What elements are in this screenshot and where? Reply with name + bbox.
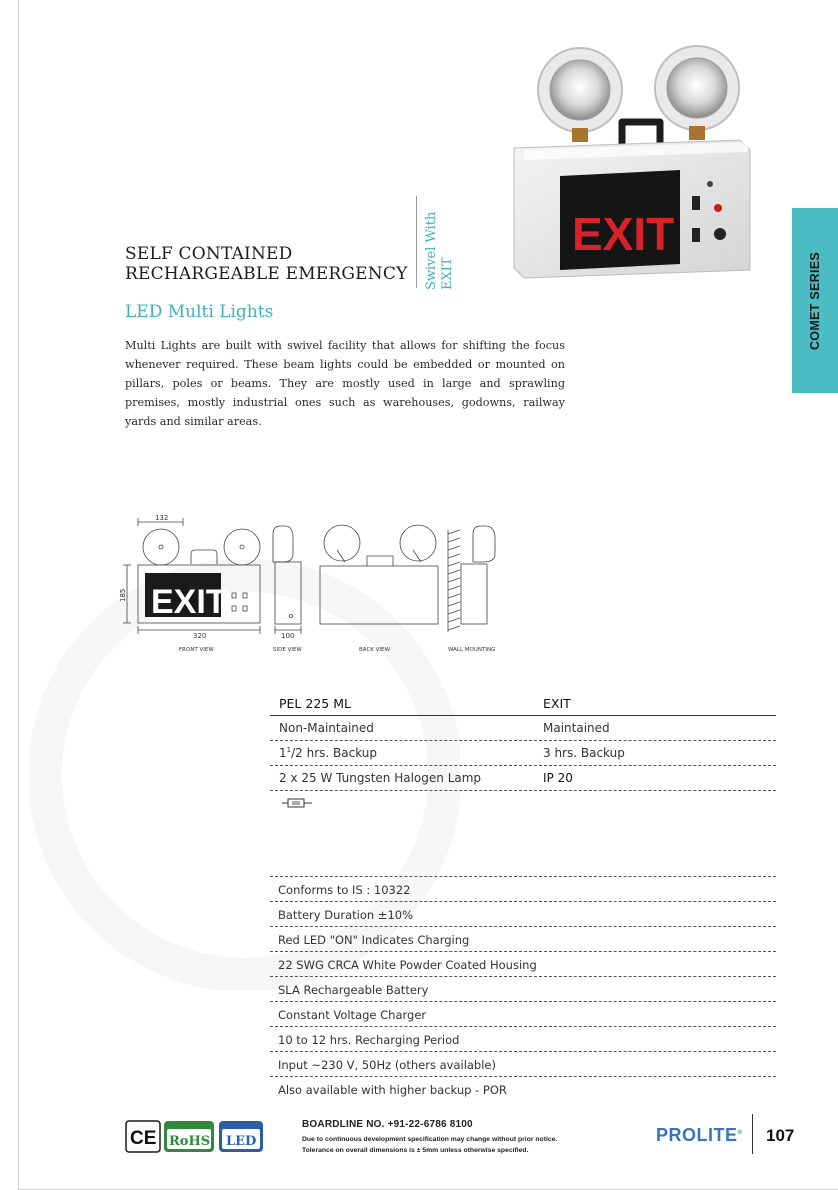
- side-view: [273, 526, 301, 634]
- table-row: [270, 766, 776, 791]
- led-badge-text: LED: [226, 1134, 257, 1149]
- dim-width-label: 132: [155, 514, 169, 522]
- series-tab: [792, 208, 838, 393]
- technical-drawing: [115, 510, 515, 660]
- list-item: Conforms to IS : 10322: [270, 876, 776, 901]
- drawing-exit-text: EXIT: [151, 583, 227, 621]
- wall-mounting-label: WALL MOUNTING: [448, 647, 496, 653]
- back-view-label: BACK VIEW: [359, 647, 390, 653]
- footer-note-2: Tolerance on overall dimensions is ± 5mm unless otherwise specified.: [302, 1147, 529, 1154]
- list-item: Constant Voltage Charger: [270, 1001, 776, 1026]
- spec-backup-2: 3 hrs. Backup: [543, 746, 625, 760]
- list-item: 22 SWG CRCA White Powder Coated Housing: [270, 951, 776, 976]
- dim-depth-label: 100: [281, 632, 295, 640]
- list-item: SLA Rechargeable Battery: [270, 976, 776, 1001]
- table-row: [270, 791, 776, 815]
- backup-rest: /2 hrs. Backup: [291, 746, 378, 760]
- brand-name: PROLITE: [656, 1125, 738, 1145]
- product-subtitle: LED Multi Lights: [125, 302, 274, 322]
- page-number: 107: [766, 1126, 795, 1145]
- footer-contact: [302, 1119, 557, 1156]
- dim-length-label: 320: [193, 632, 207, 640]
- backup-fraction-sup: 1: [286, 746, 292, 754]
- boardline-number: BOARDLINE NO. +91-22-6786 8100: [302, 1119, 473, 1130]
- spec-table: [270, 693, 776, 815]
- spec-lamp: 2 x 25 W Tungsten Halogen Lamp: [279, 771, 482, 785]
- list-item: Battery Duration ±10%: [270, 901, 776, 926]
- list-item: Also available with higher backup - POR: [270, 1076, 776, 1101]
- title-divider: [416, 196, 417, 288]
- photo-exit-text: EXIT: [572, 208, 675, 260]
- list-item: 10 to 12 hrs. Recharging Period: [270, 1026, 776, 1051]
- wall-mounting-view: [448, 526, 495, 632]
- vertical-line-1: Swivel With: [424, 211, 439, 290]
- spec-mode-2: Maintained: [543, 721, 610, 735]
- table-row: [270, 716, 776, 741]
- model-variant: EXIT: [543, 696, 571, 711]
- spec-ip-rating: IP 20: [543, 771, 573, 785]
- product-photo: [510, 38, 755, 300]
- spec-backup-1: [279, 746, 377, 760]
- footer-note-1: Due to continuous development specification may change without prior notice.: [302, 1136, 558, 1143]
- footer-notes: [302, 1134, 557, 1156]
- vertical-subtitle: [424, 200, 456, 290]
- product-description: Multi Lights are built with swivel facility that allows for shifting the focus whenever required. These beam lights could be embedded or mounted on pillars, poles or beams. They are mostly used in large and sprawling premises, mostly industrial ones such as warehouses, godowns, railway yards and similar areas.: [125, 339, 565, 428]
- dim-height-label: 185: [119, 588, 127, 602]
- spec-mode-1: Non-Maintained: [279, 721, 374, 735]
- page-title: [125, 244, 408, 284]
- ce-badge-text: CE: [130, 1128, 157, 1149]
- model-name: PEL 225 ML: [279, 696, 351, 711]
- backup-whole: 1: [279, 746, 287, 760]
- brand-registered-mark: ®: [737, 1130, 743, 1136]
- feature-list: [270, 876, 776, 1101]
- list-item: Red LED "ON" Indicates Charging: [270, 926, 776, 951]
- table-row: [270, 741, 776, 766]
- vertical-line-2: EXIT: [440, 257, 455, 290]
- back-view: [320, 525, 438, 624]
- front-view-label: FRONT VIEW: [179, 647, 214, 653]
- title-line-2: RECHARGEABLE EMERGENCY: [125, 264, 408, 284]
- title-line-1: SELF CONTAINED: [125, 244, 293, 264]
- brand-logo: [656, 1125, 742, 1146]
- rohs-badge-text: RoHS: [169, 1134, 211, 1149]
- footer-divider: [752, 1114, 753, 1154]
- halogen-lamp-icon: [282, 797, 312, 809]
- spec-header-row: [270, 693, 776, 716]
- series-tab-label: COMET SERIES: [808, 251, 822, 350]
- certification-badges: [125, 1118, 265, 1154]
- list-item: Input ~230 V, 50Hz (others available): [270, 1051, 776, 1076]
- side-view-label: SIDE VIEW: [273, 647, 302, 653]
